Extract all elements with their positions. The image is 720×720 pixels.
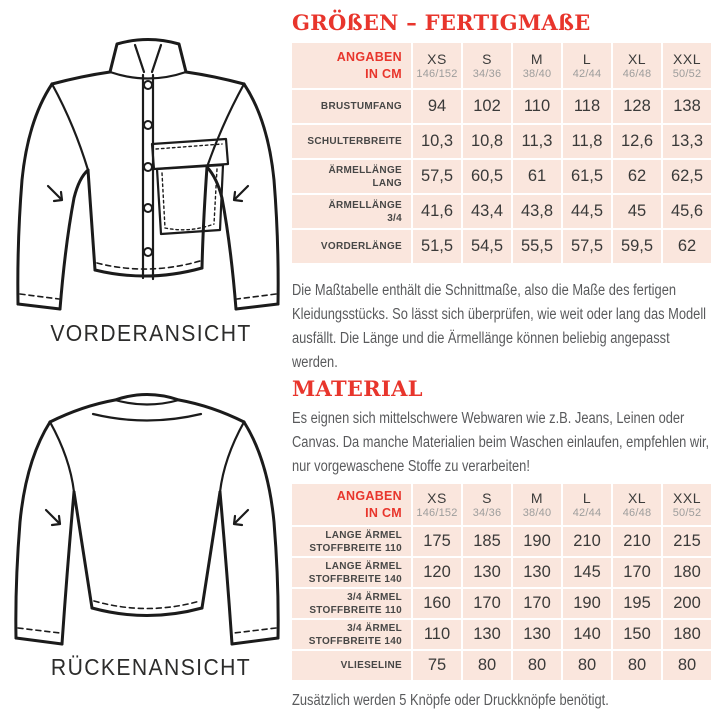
button xyxy=(144,121,152,129)
value-cell: 11,8 xyxy=(563,125,611,158)
size-column-header-xl: XL 46/48 xyxy=(613,484,661,525)
button xyxy=(144,163,152,171)
button xyxy=(144,204,152,212)
sleeve-right xyxy=(220,422,278,644)
value-cell: 138 xyxy=(663,90,711,123)
buttons xyxy=(144,81,152,256)
sleeve-left xyxy=(18,84,88,309)
row-label: BRUSTUMFANG xyxy=(292,90,411,123)
back-view-label: RÜCKENANSICHT xyxy=(50,654,252,680)
value-cell: 80 xyxy=(663,651,711,680)
value-cell: 102 xyxy=(463,90,511,123)
value-cell: 80 xyxy=(513,651,561,680)
value-cell: 10,8 xyxy=(463,125,511,158)
value-cell: 175 xyxy=(413,527,461,556)
row-label: VORDERLÄNGE xyxy=(292,230,411,263)
value-cell: 190 xyxy=(513,527,561,556)
size-column-header-l: L 42/44 xyxy=(563,43,611,88)
size-column-header-s: S 34/36 xyxy=(463,43,511,88)
value-cell: 75 xyxy=(413,651,461,680)
value-cell: 210 xyxy=(613,527,661,556)
value-cell: 57,5 xyxy=(413,160,461,193)
value-cell: 10,3 xyxy=(413,125,461,158)
jacket-front-drawing xyxy=(14,28,286,312)
row-label: SCHULTERBREITE xyxy=(292,125,411,158)
shoulders xyxy=(50,400,244,422)
value-cell: 110 xyxy=(513,90,561,123)
row-label: ÄRMELLÄNGE 3/4 xyxy=(292,195,411,228)
front-view-label: VORDERANSICHT xyxy=(50,320,252,346)
value-cell: 57,5 xyxy=(563,230,611,263)
value-cell: 60,5 xyxy=(463,160,511,193)
value-cell: 130 xyxy=(463,558,511,587)
collar-band xyxy=(93,395,201,421)
value-cell: 45 xyxy=(613,195,661,228)
sizes-description: Die Maßtabelle enthält die Schnittmaße, also die Maße des fertigen Kleidungsstücks. So lässt sich überprüfen, wie weit oder lang das Modell ausfällt. Die Länge und die Ärmellänge können beliebig angepasst werden. xyxy=(292,282,707,372)
row-label: VLIESELINE xyxy=(292,651,411,680)
value-cell: 120 xyxy=(413,558,461,587)
size-column-header-xs: XS 146/152 xyxy=(413,484,461,525)
value-cell: 12,6 xyxy=(613,125,661,158)
fabric-requirements-table xyxy=(292,484,711,680)
button xyxy=(144,81,152,89)
material-intro: Es eignen sich mittelschwere Webwaren wie z.B. Jeans, Leinen oder Canvas. Da manche Materialien beim Waschen einlaufen, empfehlen wir, nur vorgewaschene Stoffe zu verarbeiten! xyxy=(292,410,710,476)
row-label: 3/4 ÄRMEL STOFFBREITE 110 xyxy=(292,589,411,618)
jacket-back-drawing xyxy=(10,386,282,654)
row-label: LANGE ÄRMEL STOFFBREITE 140 xyxy=(292,558,411,587)
value-cell: 210 xyxy=(563,527,611,556)
value-cell: 170 xyxy=(513,589,561,618)
size-column-header-m: M 38/40 xyxy=(513,43,561,88)
table-corner-label: ANGABEN IN CM xyxy=(292,484,411,525)
value-cell: 43,8 xyxy=(513,195,561,228)
value-cell: 215 xyxy=(663,527,711,556)
row-label: LANGE ÄRMEL STOFFBREITE 110 xyxy=(292,527,411,556)
value-cell: 80 xyxy=(463,651,511,680)
finished-measurements-table xyxy=(292,43,711,263)
size-column-header-l: L 42/44 xyxy=(563,484,611,525)
value-cell: 13,3 xyxy=(663,125,711,158)
value-cell: 130 xyxy=(463,620,511,649)
value-cell: 51,5 xyxy=(413,230,461,263)
value-cell: 45,6 xyxy=(663,195,711,228)
value-cell: 110 xyxy=(413,620,461,649)
sleeve-left xyxy=(16,422,74,644)
value-cell: 195 xyxy=(613,589,661,618)
value-cell: 128 xyxy=(613,90,661,123)
value-cell: 190 xyxy=(563,589,611,618)
material-note: Zusätzlich werden 5 Knöpfe oder Druckknöpfe benötigt. xyxy=(292,692,609,709)
material-section-title: MATERIAL xyxy=(292,376,423,401)
table-corner-label: ANGABEN IN CM xyxy=(292,43,411,88)
size-column-header-xs: XS 146/152 xyxy=(413,43,461,88)
value-cell: 145 xyxy=(563,558,611,587)
body-front xyxy=(88,167,207,276)
value-cell: 140 xyxy=(563,620,611,649)
row-label: 3/4 ÄRMEL STOFFBREITE 140 xyxy=(292,620,411,649)
value-cell: 62 xyxy=(613,160,661,193)
patch-pocket xyxy=(152,139,228,234)
value-cell: 61,5 xyxy=(563,160,611,193)
value-cell: 59,5 xyxy=(613,230,661,263)
collar xyxy=(110,40,186,79)
value-cell: 118 xyxy=(563,90,611,123)
value-cell: 62 xyxy=(663,230,711,263)
value-cell: 185 xyxy=(463,527,511,556)
value-cell: 80 xyxy=(613,651,661,680)
value-cell: 54,5 xyxy=(463,230,511,263)
value-cell: 180 xyxy=(663,558,711,587)
value-cell: 180 xyxy=(663,620,711,649)
value-cell: 55,5 xyxy=(513,230,561,263)
size-column-header-m: M 38/40 xyxy=(513,484,561,525)
value-cell: 170 xyxy=(613,558,661,587)
value-cell: 150 xyxy=(613,620,661,649)
size-column-header-xl: XL 46/48 xyxy=(613,43,661,88)
size-column-header-xxl: XXL 50/52 xyxy=(663,43,711,88)
value-cell: 94 xyxy=(413,90,461,123)
value-cell: 62,5 xyxy=(663,160,711,193)
value-cell: 41,6 xyxy=(413,195,461,228)
button xyxy=(144,248,152,256)
value-cell: 130 xyxy=(513,558,561,587)
value-cell: 61 xyxy=(513,160,561,193)
value-cell: 200 xyxy=(663,589,711,618)
value-cell: 170 xyxy=(463,589,511,618)
value-cell: 43,4 xyxy=(463,195,511,228)
value-cell: 160 xyxy=(413,589,461,618)
row-label: ÄRMELLÄNGE LANG xyxy=(292,160,411,193)
value-cell: 11,3 xyxy=(513,125,561,158)
body-back xyxy=(74,492,220,616)
size-column-header-s: S 34/36 xyxy=(463,484,511,525)
sleeve-right xyxy=(207,84,278,309)
value-cell: 44,5 xyxy=(563,195,611,228)
value-cell: 130 xyxy=(513,620,561,649)
sizes-section-title: GRÖßEN – FERTIGMAßE xyxy=(292,10,591,35)
value-cell: 80 xyxy=(563,651,611,680)
size-column-header-xxl: XXL 50/52 xyxy=(663,484,711,525)
